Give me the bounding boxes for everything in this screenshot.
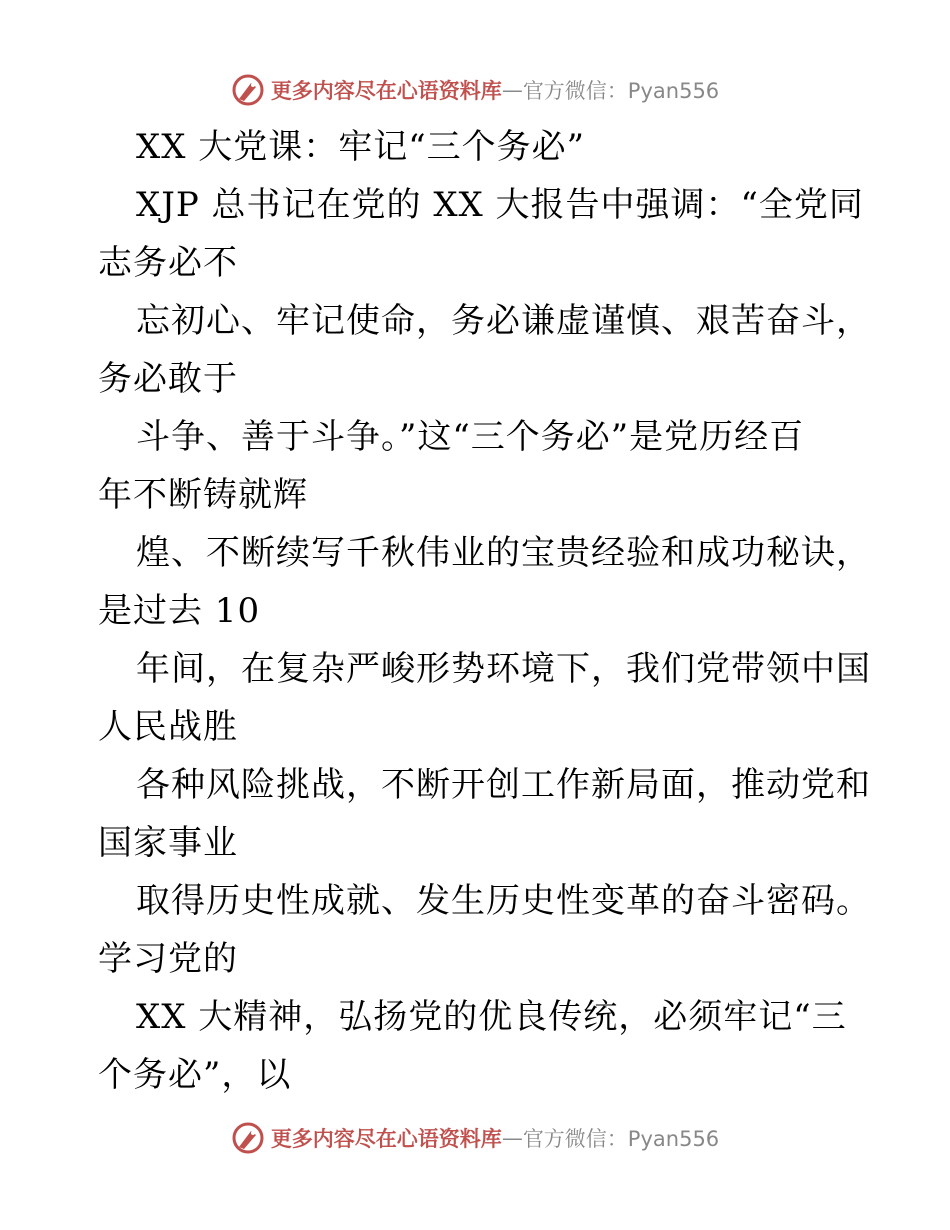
doc-line: 人民战胜 (98, 707, 238, 747)
doc-line: 务必敢于 (98, 359, 238, 399)
doc-line: 煌、不断续写千秋伟业的宝贵经验和成功秘诀， (136, 533, 871, 573)
doc-line: XX 大精神，弘扬党的优良传统，必须牢记“三 (136, 997, 847, 1037)
doc-line: 学习党的 (98, 939, 238, 979)
doc-line: 取得历史性成就、发生历史性变革的奋斗密码。 (136, 881, 871, 921)
doc-line: 国家事业 (98, 823, 238, 863)
banner-contact: 官方微信：Pyan556 (522, 79, 720, 103)
footer-banner (0, 1116, 950, 1160)
doc-line: 志务必不 (98, 243, 238, 283)
document-body (98, 118, 871, 1104)
doc-line-title: XX 大党课：牢记“三个务必” (136, 127, 585, 167)
doc-line: 各种风险挑战，不断开创工作新局面，推动党和 (136, 765, 871, 805)
doc-line: 个务必”，以 (98, 1055, 292, 1095)
banner-title: 更多内容尽在心语资料库 (270, 78, 502, 103)
banner-title: 更多内容尽在心语资料库 (270, 1126, 502, 1151)
doc-line: 年不断铸就辉 (98, 475, 308, 515)
banner-separator: — (501, 78, 523, 102)
doc-line: 忘初心、牢记使命，务必谦虚谨慎、艰苦奋斗， (136, 301, 871, 341)
pen-nib-seal-icon (231, 1121, 265, 1155)
pen-nib-seal-icon (231, 73, 265, 107)
banner-separator: — (501, 1126, 523, 1150)
banner-contact: 官方微信：Pyan556 (522, 1127, 720, 1151)
header-banner (0, 68, 950, 112)
doc-line: 年间，在复杂严峻形势环境下，我们党带领中国 (136, 649, 871, 689)
doc-line: XJP 总书记在党的 XX 大报告中强调：“全党同 (136, 185, 864, 225)
doc-line: 是过去 10 (98, 591, 261, 631)
doc-line: 斗争、善于斗争。”这“三个务必”是党历经百 (136, 417, 805, 457)
